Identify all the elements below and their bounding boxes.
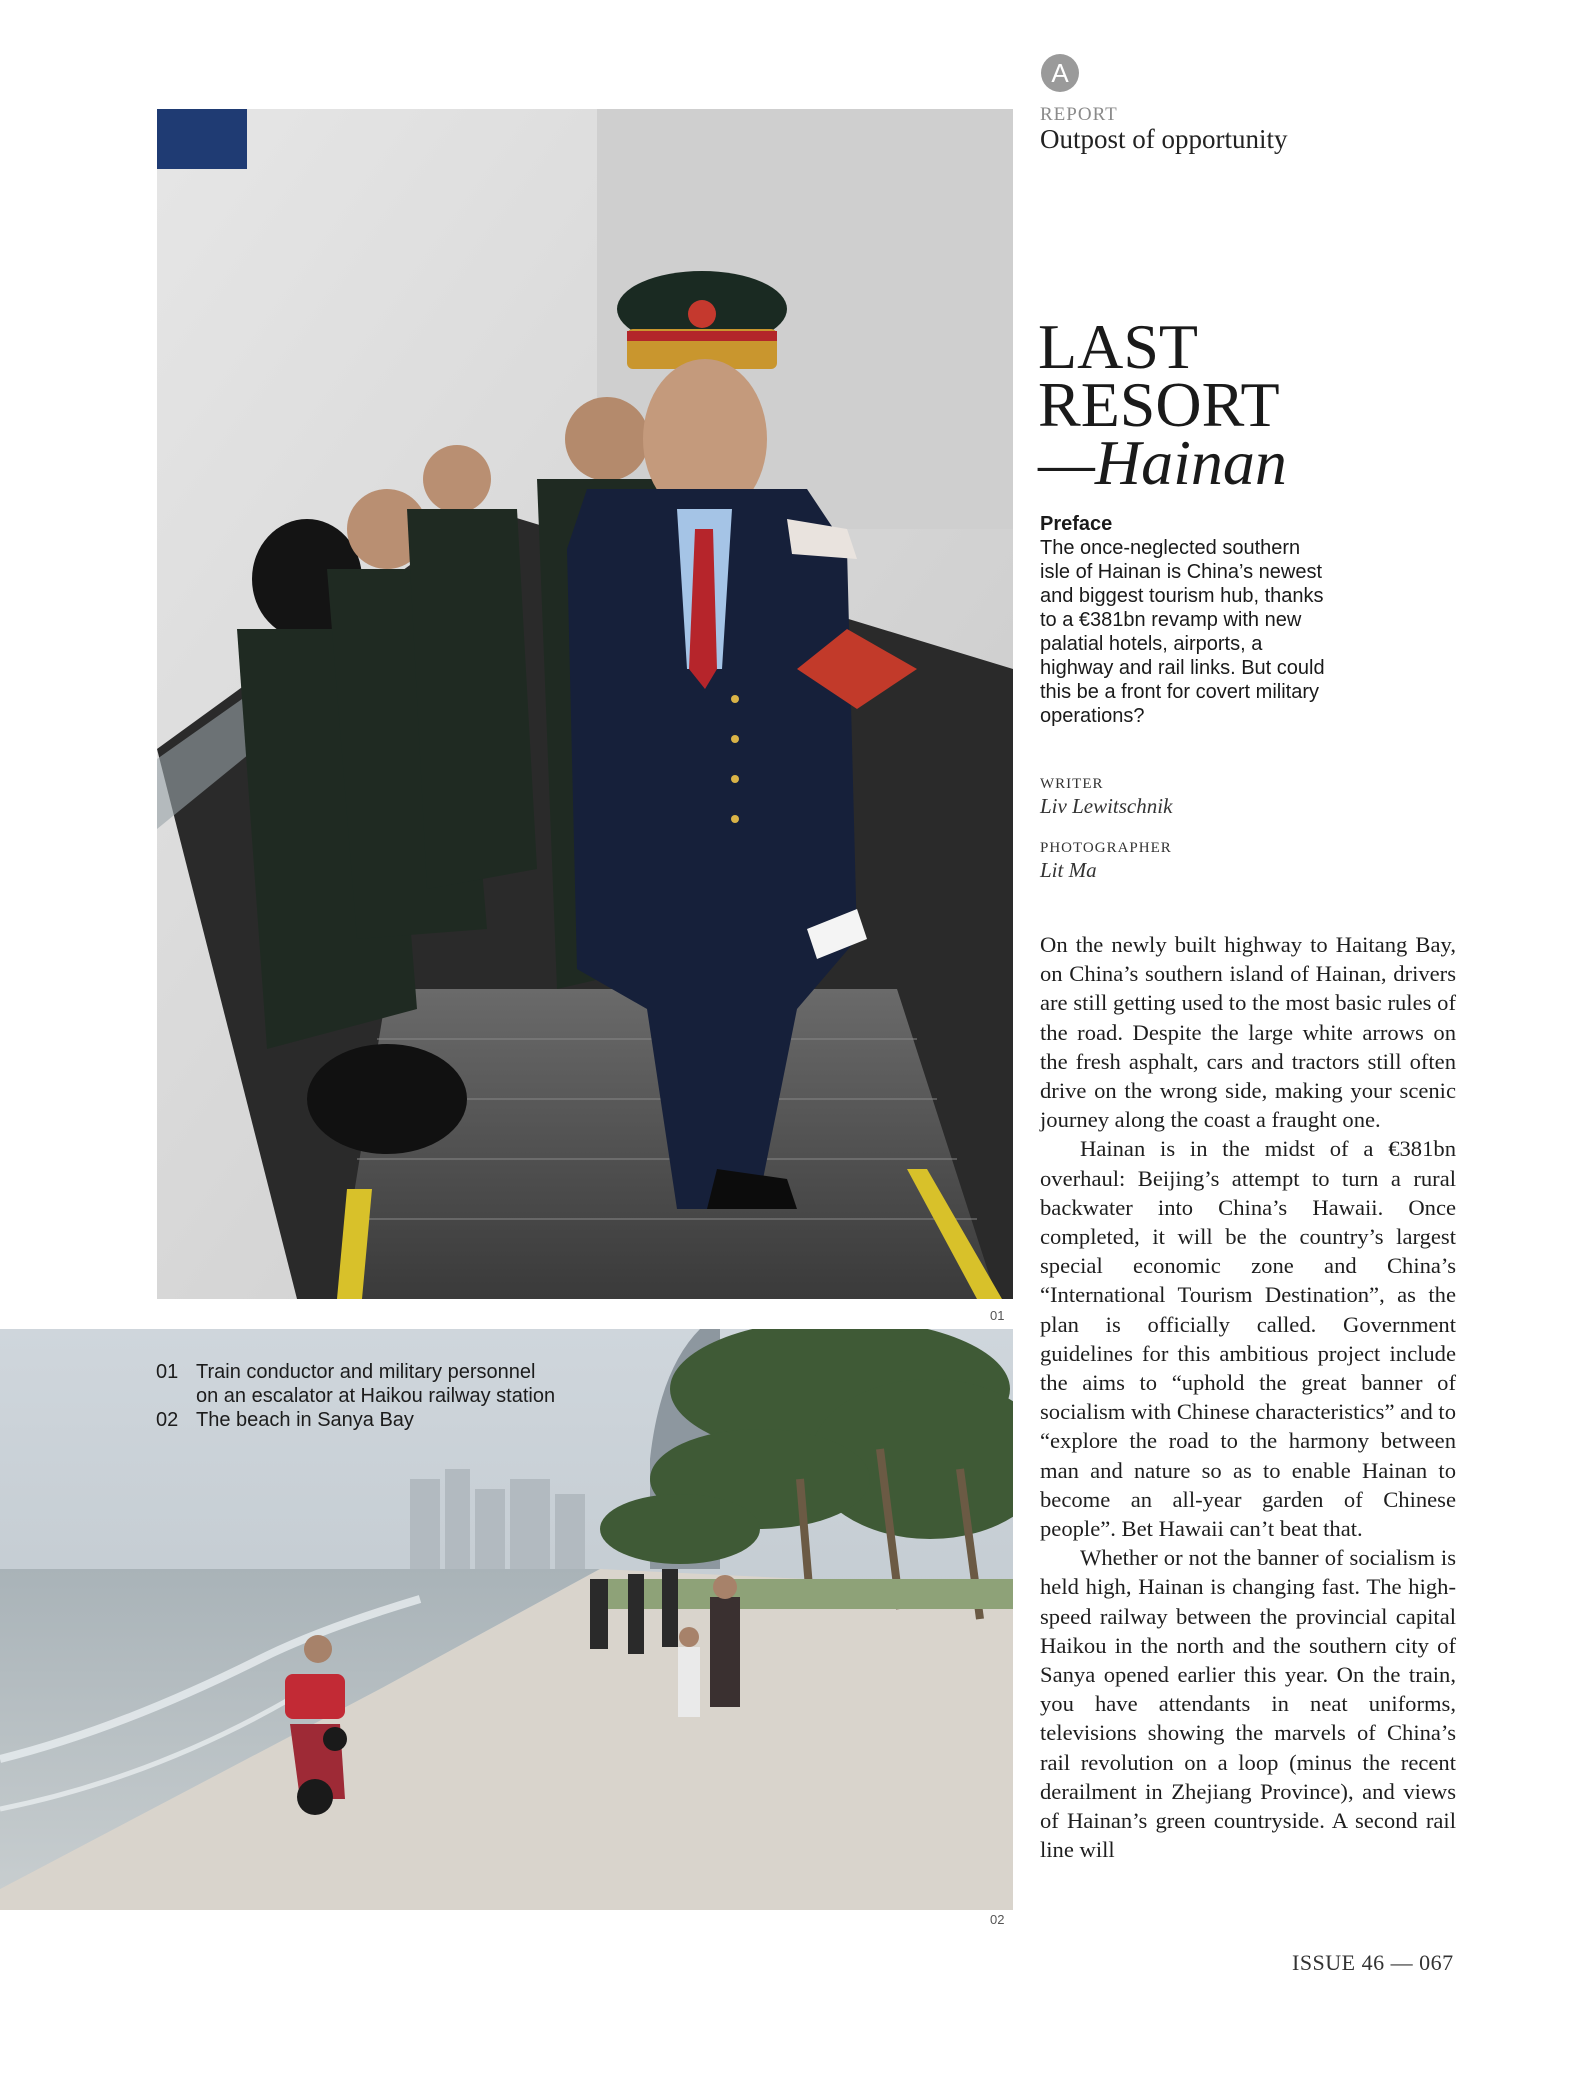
headline-line-3: —Hainan (1038, 427, 1287, 498)
preface (1040, 512, 1330, 728)
page-folio (1292, 1950, 1454, 1976)
body-paragraph-1: On the newly built highway to Haitang Bay, on China’s southern island of Hainan, drivers are still getting used to the most basic rules of the road. Despite the large white arrows on the fresh asphalt, cars and tractors still often drive on the wrong side, making your scenic journey along the coast a fraught one. (1040, 932, 1456, 1133)
body-paragraph-2: Hainan is in the midst of a €381bn overhaul: Beijing’s attempt to turn a rural backwater into China’s Hawaii. Once completed, it will be the country’s largest special economic zone and China’s “International Tourism Destination”, as the plan is officially called. Government guidelines for this ambitious project include the aims to “uphold the great banner of socialism with Chinese characteristics” and to “explore the road to the harmony between man and nature so as to enable Hainan to become an all-year garden of Chinese people”. Bet Hawaii can’t beat that. (1040, 1136, 1456, 1542)
photo-number-02-label: 02 (990, 1912, 1005, 1927)
headline-line-2: RESORT (1038, 369, 1280, 440)
article-body (1040, 930, 1456, 1865)
section-badge: A (1041, 54, 1079, 92)
photo-number-01-label: 01 (990, 1308, 1005, 1323)
section-title: Outpost of opportunity (1040, 124, 1288, 154)
caption-text-line-1: Train conductor and military personnel (196, 1361, 536, 1383)
folio-separator: — (1390, 1950, 1414, 1975)
caption-text: The beach in Sanya Bay (196, 1409, 414, 1431)
headline-line-1: LAST (1038, 311, 1198, 382)
photo-captions (156, 1360, 555, 1432)
photographer-label: PHOTOGRAPHER (1040, 840, 1172, 856)
issue-label: ISSUE 46 (1292, 1950, 1385, 1975)
caption-number: 01 (156, 1361, 179, 1383)
preface-text: The once-neglected southern isle of Hainan is China’s newest and biggest tourism hub, thanks to a €381bn revamp with new palatial hotels, airports, a highway and rail links. But could this be a front for covert military operations? (1040, 537, 1325, 727)
photographer-name: Lit Ma (1040, 858, 1097, 882)
writer-name: Liv Lewitschnik (1040, 794, 1173, 818)
photo-escalator (157, 109, 1013, 1299)
article-headline (1038, 311, 1287, 498)
writer-label: WRITER (1040, 776, 1104, 792)
caption-02 (156, 1408, 555, 1432)
page-number: 067 (1419, 1950, 1454, 1975)
caption-number: 02 (156, 1409, 179, 1431)
caption-text (196, 1360, 555, 1408)
preface-label: Preface (1040, 513, 1113, 535)
section-kicker: REPORT (1040, 104, 1118, 125)
caption-text-line-2: on an escalator at Haikou railway station (196, 1385, 556, 1407)
body-paragraph-3: Whether or not the banner of socialism is held high, Hainan is changing fast. The high-speed railway between the provincial capital Haikou in the north and the southern city of Sanya opened earlier this year. On the train, you have attendants in neat uniforms, televisions showing the marvels of China’s rail revolution on a loop (minus the recent derailment in Zhejiang Province), and views of Hainan’s green countryside. A second rail line will (1040, 1545, 1456, 1863)
caption-01 (156, 1360, 555, 1408)
